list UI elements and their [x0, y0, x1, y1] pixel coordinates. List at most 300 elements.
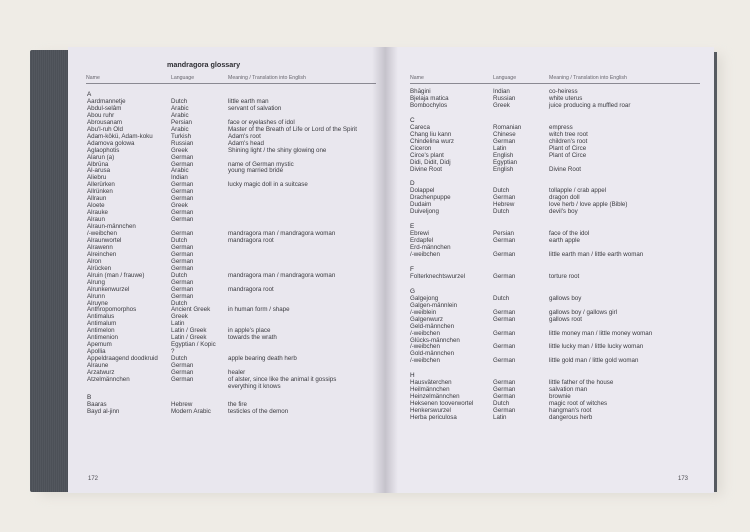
entry-name: Atzelmännchen	[87, 375, 130, 383]
entry-meaning: Master of the Breath of Life or Lord of the Spirit	[228, 125, 357, 133]
entry-meaning: earth apple	[549, 237, 580, 245]
entry-language: German	[171, 285, 194, 293]
glossary-entry	[384, 131, 714, 138]
entry-language: German	[171, 264, 194, 272]
entry-language: Latin	[493, 144, 507, 152]
glossary-entry	[384, 230, 714, 237]
entry-meaning: dangerous herb	[549, 414, 593, 421]
glossary-entry	[68, 341, 384, 348]
glossary-entry	[68, 230, 384, 237]
glossary-entry	[384, 95, 714, 102]
glossary-entry	[68, 161, 384, 168]
entry-meaning: towards the wrath	[228, 334, 277, 342]
entry-meaning: devil's boy	[549, 208, 578, 216]
column-header-name: Name	[410, 75, 424, 81]
entry-meaning: mandragora root	[228, 285, 274, 293]
entry-language: German	[171, 160, 194, 168]
glossary-entry	[68, 300, 384, 307]
entry-name: Folterknechtswurzel	[410, 272, 466, 280]
entry-name: Arzatwurz	[87, 369, 115, 376]
entry-meaning: of alster, since like the animal it gossips	[228, 375, 337, 383]
glossary-entry	[384, 166, 714, 173]
entry-language: Arabic	[171, 111, 189, 119]
entry-meaning: face of the idol	[549, 230, 590, 238]
entry-meaning: Divine Root	[549, 165, 581, 173]
entry-name: Circe's plant	[410, 151, 444, 159]
glossary-entry	[68, 140, 384, 147]
entry-name: Chang liu kann	[410, 130, 452, 138]
column-header-language: Language	[493, 75, 517, 81]
entry-language: German	[171, 216, 194, 224]
entry-name: Antimalum	[87, 320, 117, 328]
entry-name: Drachenpuppe	[410, 194, 451, 202]
entry-meaning: little money man / little money woman	[549, 329, 653, 337]
entry-name: Divine Root	[410, 165, 442, 173]
entry-name: Apollia	[87, 348, 106, 356]
entry-name: Allrünken	[87, 188, 113, 196]
entry-language: ?	[171, 348, 175, 356]
entry-language: German	[171, 181, 194, 189]
entry-language: Indian	[171, 174, 188, 182]
glossary-entry	[384, 295, 714, 302]
entry-name: Alrawenn	[87, 243, 113, 251]
entry-name: Alrauke	[87, 209, 108, 217]
entry-name: Erdapfel	[410, 237, 434, 245]
entry-language: German	[493, 407, 516, 415]
entry-name: Alrung	[87, 278, 105, 286]
entry-language: Dutch	[493, 400, 510, 408]
entry-name: Dolappel	[410, 187, 435, 195]
header-rule	[410, 83, 700, 84]
entry-language: German	[171, 230, 194, 237]
glossary-entry	[68, 320, 384, 327]
glossary-entry	[68, 348, 384, 355]
entry-name: Chindelina wurz	[410, 137, 455, 145]
entry-name: Antimenion	[87, 334, 118, 342]
entry-language: Arabic	[171, 125, 189, 133]
glossary-entry	[384, 145, 714, 152]
entry-name: Alreinchen	[87, 250, 117, 258]
glossary-entry	[384, 343, 714, 350]
glossary-entry	[68, 306, 384, 313]
glossary-entry	[68, 195, 384, 202]
glossary-entry	[68, 237, 384, 244]
column-header-language: Language	[171, 75, 195, 81]
entry-name: Allerürken	[87, 181, 115, 189]
entry-meaning: healer	[228, 369, 246, 376]
entry-language: German	[493, 386, 516, 394]
entry-name: Alruin (man / frauwe)	[87, 271, 145, 279]
entry-language: Greek	[171, 202, 188, 210]
entry-language: Dutch	[171, 299, 188, 307]
glossary-entry	[68, 112, 384, 119]
section-letter: D	[410, 180, 415, 188]
entry-language: Arabic	[171, 167, 189, 175]
entry-name: Bjelaja matica	[410, 94, 449, 102]
section-letter: E	[410, 223, 415, 231]
entry-language: German	[493, 308, 516, 316]
entry-meaning: co-heiress	[549, 88, 578, 95]
entry-name: Abu'l-ruh Old	[87, 125, 123, 133]
glossary-entry	[68, 167, 384, 174]
entry-meaning: Plant of Circe	[549, 151, 587, 159]
entry-language: Persian	[493, 230, 514, 238]
entry-name: Bombochylos	[410, 101, 448, 109]
entry-name: Alraune	[87, 362, 109, 370]
glossary-entry	[384, 187, 714, 194]
glossary-entry	[68, 202, 384, 209]
glossary-entry	[68, 209, 384, 216]
entry-name: Heilmännchen	[410, 386, 450, 394]
glossary-entry	[68, 327, 384, 334]
entry-name: Careca	[410, 123, 430, 131]
glossary-entry	[68, 147, 384, 154]
column-header-meaning: Meaning / Translation into English	[549, 75, 627, 81]
glossary-entry	[68, 133, 384, 140]
entry-language: Russian	[171, 139, 194, 147]
section-letter: F	[410, 265, 414, 273]
entry-name: Alraun-männchen	[87, 223, 136, 231]
entry-meaning: gallows boy / gallows girl	[549, 308, 618, 316]
entry-language: Latin / Greek	[171, 334, 207, 342]
entry-meaning: love herb / love apple (Bible)	[549, 201, 628, 209]
glossary-entry	[68, 188, 384, 195]
entry-meaning: dragon doll	[549, 194, 580, 202]
glossary-entry	[68, 216, 384, 223]
glossary-entry	[68, 355, 384, 362]
glossary-entry	[68, 286, 384, 293]
entry-name: Abou ruhr	[87, 111, 115, 119]
entry-language: Romanian	[493, 123, 522, 131]
entry-language: Greek	[171, 146, 188, 154]
entry-language: German	[171, 195, 194, 203]
glossary-entry	[384, 237, 714, 244]
entry-meaning: little father of the house	[549, 379, 614, 387]
entry-language: Chinese	[493, 130, 516, 138]
entry-language: German	[493, 315, 516, 323]
page-number: 173	[678, 476, 689, 482]
entry-name: Apemum	[87, 341, 112, 349]
page-number: 172	[88, 476, 99, 482]
glossary-entry	[384, 316, 714, 323]
entry-language: Hebrew	[493, 201, 515, 209]
entry-name: Alrücken	[87, 264, 112, 272]
entry-name: Hausväterchen	[410, 379, 452, 387]
entry-name: Bayd al-jinn	[87, 407, 120, 415]
glossary-entry	[384, 138, 714, 145]
entry-meaning: name of German mystic	[228, 160, 294, 168]
entry-meaning: little gold man / little gold woman	[549, 357, 639, 365]
glossary-entry	[384, 88, 714, 95]
entry-meaning: in apple's place	[228, 327, 271, 335]
glossary-entry	[68, 408, 384, 415]
entry-name: Alraunwortel	[87, 236, 122, 244]
glossary-entry	[384, 414, 714, 421]
entry-language: Latin	[493, 414, 507, 421]
entry-language: Dutch	[171, 271, 188, 279]
entry-meaning: empress	[549, 123, 573, 131]
entry-meaning: witch tree root	[549, 130, 588, 138]
entry-name: Alruyne	[87, 299, 108, 307]
entry-language: German	[171, 278, 194, 286]
glossary-entry	[384, 337, 714, 344]
glossary-entry	[384, 302, 714, 309]
entry-meaning: salvation man	[549, 386, 588, 394]
glossary-entry	[68, 265, 384, 272]
entry-meaning: everything it knows	[228, 382, 281, 390]
entry-name: Alrunkenwurzel	[87, 285, 130, 293]
entry-language: German	[493, 272, 516, 280]
entry-meaning: gallows root	[549, 315, 583, 323]
entry-language: Dutch	[171, 355, 188, 363]
entry-language: Indian	[493, 88, 510, 95]
entry-name: /-weibchen	[87, 230, 117, 237]
entry-meaning: tollapple / crab appel	[549, 187, 607, 195]
entry-meaning: face or eyelashes of idol	[228, 118, 295, 126]
column-header-meaning: Meaning / Translation into English	[228, 75, 306, 81]
entry-name: Alrunn	[87, 292, 105, 300]
entry-meaning: testicles of the demon	[228, 407, 289, 415]
entry-meaning: little earth man	[228, 97, 269, 105]
glossary-entry	[68, 174, 384, 181]
entry-name: Aloete	[87, 202, 105, 210]
entry-language: German	[493, 357, 516, 365]
entry-name: Adam-kökü, Adam-koku	[87, 132, 153, 140]
glossary-entry	[384, 251, 714, 258]
entry-meaning: hangman's root	[549, 407, 592, 415]
glossary-entry	[384, 273, 714, 280]
glossary-entry	[68, 376, 384, 383]
entry-name: Bhāgini	[410, 88, 431, 95]
entry-name: Glücks-männchen	[410, 336, 460, 344]
entry-name: Antimalus	[87, 313, 115, 321]
entry-language: Persian	[171, 118, 192, 126]
entry-meaning: mandragora root	[228, 236, 274, 244]
glossary-entry	[68, 362, 384, 369]
section-letter: B	[87, 393, 92, 401]
glossary-entry	[384, 244, 714, 251]
glossary-entry	[384, 357, 714, 364]
entry-language: German	[171, 369, 194, 376]
glossary-entry	[384, 379, 714, 386]
glossary-entry	[68, 244, 384, 251]
entry-name: Didi, Didit, Didj	[410, 158, 451, 166]
entry-language: Egyptian / Kopic	[171, 341, 216, 349]
glossary-entry	[68, 334, 384, 341]
entry-language: German	[171, 243, 194, 251]
glossary-entry	[384, 400, 714, 407]
entry-meaning: in human form / shape	[228, 306, 290, 314]
entry-name: Adamova golowa	[87, 139, 135, 147]
glossary-entry	[384, 124, 714, 131]
entry-language: German	[171, 257, 194, 265]
entry-meaning: juice producing a muffled roar	[549, 101, 631, 109]
entry-language: Arabic	[171, 104, 189, 112]
entry-name: Alarun (a)	[87, 153, 115, 161]
entry-name: Galgenwurz	[410, 315, 444, 323]
entry-meaning: Adam's head	[228, 139, 264, 147]
entry-name: /-weibchen	[410, 357, 440, 365]
entry-meaning: lucky magic doll in a suitcase	[228, 181, 308, 189]
entry-name: Baaras	[87, 400, 107, 408]
page-title: mandragora glossary	[167, 60, 241, 69]
glossary-entry	[68, 313, 384, 320]
entry-name: Alraun	[87, 216, 105, 224]
header-rule	[86, 83, 376, 84]
entry-name: Albrūna	[87, 160, 109, 168]
entry-language: Hebrew	[171, 400, 193, 408]
glossary-entry	[68, 98, 384, 105]
section-letter: C	[410, 116, 415, 124]
glossary-entry	[68, 181, 384, 188]
right-page	[384, 47, 714, 493]
glossary-entry	[384, 152, 714, 159]
entry-language: German	[171, 375, 194, 383]
entry-name: Aardmannetje	[87, 97, 126, 105]
glossary-entry	[68, 105, 384, 112]
entry-name: Galgen-männlein	[410, 301, 458, 309]
entry-language: German	[493, 393, 516, 401]
entry-language: Dutch	[493, 208, 510, 216]
glossary-entry	[384, 407, 714, 414]
entry-language: Latin	[171, 320, 185, 328]
column-header-name: Name	[86, 75, 100, 81]
entry-name: Abrousanam	[87, 118, 123, 126]
entry-language: Greek	[171, 313, 188, 321]
entry-meaning: mandragora man / mandragora woman	[228, 230, 336, 237]
entry-name: Herba periculosa	[410, 414, 457, 421]
entry-language: English	[493, 165, 514, 173]
entry-language: German	[493, 251, 516, 258]
entry-language: German	[171, 188, 194, 196]
section-letter: G	[410, 287, 415, 295]
entry-name: Duiveljong	[410, 208, 439, 216]
entry-language: German	[493, 379, 516, 387]
glossary-entry	[68, 383, 384, 390]
entry-meaning: mandragora man / mandragora woman	[228, 271, 336, 279]
glossary-entry	[384, 194, 714, 201]
entry-name: Henkerswurzel	[410, 407, 451, 415]
entry-meaning: little earth man / little earth woman	[549, 251, 644, 258]
glossary-entry	[384, 208, 714, 215]
entry-meaning: Adam's root	[228, 132, 261, 140]
entry-meaning: Plant of Circe	[549, 144, 587, 152]
glossary-entry	[384, 201, 714, 208]
glossary-entry	[384, 393, 714, 400]
entry-language: Dutch	[493, 294, 510, 302]
glossary-entry	[68, 401, 384, 408]
left-page	[68, 47, 384, 493]
entry-language: Dutch	[171, 97, 188, 105]
glossary-entry	[384, 309, 714, 316]
entry-language: Ancient Greek	[171, 306, 211, 314]
entry-name: Alron	[87, 257, 102, 265]
entry-name: Dudaim	[410, 201, 432, 209]
glossary-entry	[68, 293, 384, 300]
glossary-entry	[68, 272, 384, 279]
entry-language: German	[171, 292, 194, 300]
entry-meaning: magic root of witches	[549, 400, 608, 408]
glossary-entry	[384, 350, 714, 357]
entry-name: /-weibchen	[410, 251, 440, 258]
entry-language: German	[171, 362, 194, 370]
entry-name: Aglaophotis	[87, 146, 120, 154]
entry-name: Abdul-selâm	[87, 104, 122, 112]
entry-language: Egyptian	[493, 158, 518, 166]
entry-name: /-weibchen	[410, 329, 440, 337]
entry-meaning: brownie	[549, 393, 571, 401]
glossary-entry	[384, 323, 714, 330]
entry-language: German	[493, 343, 516, 351]
entry-name: Allraun	[87, 195, 107, 203]
entry-language: English	[493, 151, 514, 159]
entry-name: Appeldraagend doodkruid	[87, 355, 158, 363]
entry-language: Dutch	[493, 187, 510, 195]
entry-name: Ciceron	[410, 144, 432, 152]
entry-name: Ebrewi	[410, 230, 429, 238]
entry-meaning: little lucky man / little lucky woman	[549, 343, 644, 351]
entry-name: Heksenen tooverwortel	[410, 400, 474, 408]
entry-language: German	[171, 153, 194, 161]
glossary-entry	[68, 279, 384, 286]
entry-meaning: servant of salvation	[228, 104, 282, 112]
entry-language: Turkish	[171, 132, 192, 140]
entry-name: Gold-männchen	[410, 350, 455, 358]
glossary-entry	[68, 258, 384, 265]
glossary-entry	[68, 251, 384, 258]
entry-language: German	[171, 250, 194, 258]
glossary-entry	[68, 119, 384, 126]
section-letter: A	[87, 91, 92, 98]
entry-language: German	[493, 137, 516, 145]
glossary-entry	[68, 126, 384, 133]
section-letter: H	[410, 372, 415, 380]
entry-language: Latin / Greek	[171, 327, 207, 335]
entry-name: Galgejong	[410, 294, 439, 302]
entry-name: /-weibchen	[410, 343, 440, 351]
entry-name: Aliebru	[87, 174, 107, 182]
glossary-entry	[68, 369, 384, 376]
entry-language: Russian	[493, 94, 516, 102]
entry-name: Heinzelmännchen	[410, 393, 460, 401]
glossary-entry	[384, 386, 714, 393]
entry-meaning: torture root	[549, 272, 580, 280]
glossary-entry	[384, 330, 714, 337]
glossary-entry	[68, 223, 384, 230]
entry-name: Al-arusa	[87, 167, 111, 175]
entry-language: Dutch	[171, 236, 188, 244]
entry-name: Anthropomorphos	[87, 306, 137, 314]
glossary-entry	[68, 154, 384, 161]
entry-meaning: the fire	[228, 400, 247, 408]
entry-meaning: gallows boy	[549, 294, 582, 302]
entry-meaning: Shining light / the shiny glowing one	[228, 146, 327, 154]
entry-meaning: apple bearing death herb	[228, 355, 297, 363]
entry-meaning: white uterus	[549, 94, 583, 102]
entry-name: Geld-männchen	[410, 322, 455, 330]
entry-language: German	[493, 329, 516, 337]
entry-language: Greek	[493, 101, 510, 109]
glossary-entry	[384, 159, 714, 166]
glossary-entry	[384, 102, 714, 109]
entry-language: German	[171, 209, 194, 217]
entry-name: Erd-männchen	[410, 244, 451, 252]
entry-name: Antimelon	[87, 327, 115, 335]
entry-name: /-weiblein	[410, 308, 437, 316]
entry-meaning: children's root	[549, 137, 588, 145]
entry-meaning: young married bride	[228, 167, 284, 175]
entry-language: Modern Arabic	[171, 407, 211, 415]
